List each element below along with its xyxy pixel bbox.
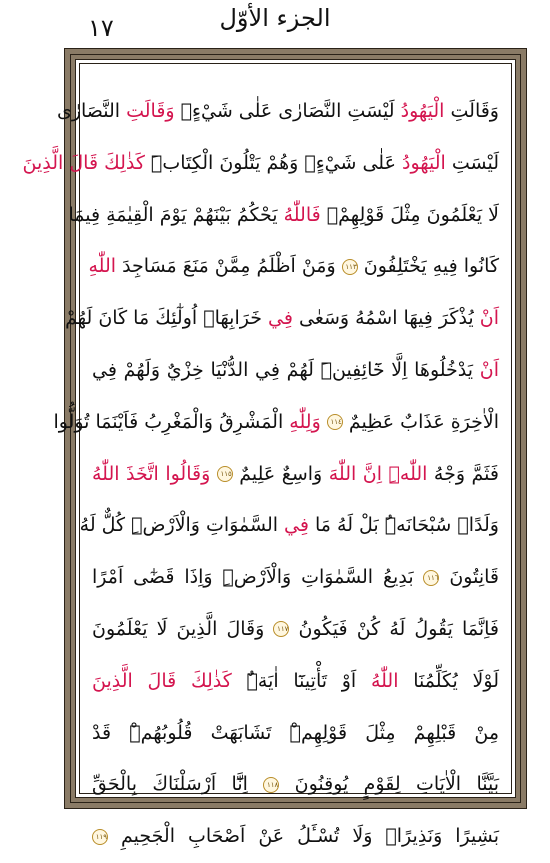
verse-text: عَلٰى شَيْءٍۙ وَهُمْ يَتْلُونَ الْكِتَابَۜ — [144, 151, 402, 174]
ayah-number-marker: ١١٣ — [342, 259, 358, 275]
verse-text: لَيْسَتِ — [445, 151, 499, 174]
verse-text: اَوْ تَأْتِينَٓا اٰيَةٌۜ — [231, 669, 371, 692]
verse-text: وَقَالَتِ — [444, 100, 499, 122]
quran-text — [22, 86, 500, 848]
ayah-number-marker: ١١٩ — [92, 829, 108, 845]
verse-text: الْاٰخِرَةِ عَذَابٌ عَظِيمٌ — [342, 410, 499, 433]
highlighted-word: الْيَهُودُ — [400, 100, 445, 122]
verse-text: يَحْكُمُ بَيْنَهُمْ يَوْمَ الْقِيٰمَةِ فِيمَا — [68, 203, 284, 226]
text-line — [88, 241, 499, 293]
highlighted-word: اللّٰهُ — [370, 669, 399, 692]
text-line — [92, 811, 499, 863]
text-line — [56, 86, 499, 138]
verse-text: فَثَمَّ وَجْهُ — [427, 462, 499, 485]
verse-text: النَّصَارٰى — [56, 100, 127, 122]
verse-text — [210, 463, 217, 485]
highlighted-word: فِي — [268, 307, 293, 330]
highlighted-word: اَنْ — [479, 358, 499, 381]
page-number: ١٧ — [88, 14, 114, 42]
text-line — [65, 293, 499, 345]
highlighted-word: الْيَهُودُ — [401, 151, 446, 174]
verse-text: وَقَالَ الَّذِينَ لَا يَعْلَمُونَ — [92, 617, 274, 640]
verse-text: يَدْخُلُوهَا اِلَّا خَٓائِفِينَۜ لَهُمْ فِي الدُّنْيَا خِزْيٌ وَلَهُمْ فِي — [92, 358, 480, 381]
ayah-number-marker: ١١٦ — [423, 570, 439, 586]
text-line — [79, 500, 499, 552]
highlighted-word: كَذٰلِكَ قَالَ الَّذِينَ — [22, 151, 145, 174]
highlighted-word: وَقَالَتِ — [126, 100, 175, 122]
verse-text: لَيْسَتِ النَّصَارٰى عَلٰى شَيْءٍۖ — [174, 100, 401, 122]
verse-text: الْمَشْرِقُ وَالْمَغْرِبُ فَاَيْنَمَا تُوَلُّوا — [53, 410, 290, 433]
verse-text: السَّمٰوَاتِ وَالْاَرْضِۜ كُلٌّ لَهُ — [79, 514, 285, 537]
ayah-number-marker: ١١٥ — [217, 466, 233, 482]
verse-text: وَمَنْ اَظْلَمُ مِمَّنْ مَنَعَ مَسَاجِدَ — [116, 255, 342, 278]
verse-text: قَانِتُونَ — [439, 566, 500, 589]
page-frame — [22, 48, 527, 848]
highlighted-word: اللّٰهِ — [88, 255, 117, 278]
page-header — [0, 0, 550, 48]
text-line — [53, 397, 499, 449]
verse-text: خَرَابِهَاۜ اُولٰٓئِكَ مَا كَانَ لَهُمْ — [65, 307, 269, 330]
verse-text: لَوْلَا يُكَلِّمُنَا — [398, 669, 499, 692]
verse-text: اِنَّٓا اَرْسَلْنَاكَ بِالْحَقِّ — [92, 773, 264, 796]
text-line — [92, 656, 499, 708]
verse-text: وَلَدًاۙ سُبْحَانَهُۜ بَلْ لَهُ مَا — [308, 514, 499, 537]
verse-text: بَدِيعُ السَّمٰوَاتِ وَالْاَرْضِۜ وَاِذَا قَضٰٓى اَمْرًا — [92, 566, 424, 589]
text-line — [92, 604, 499, 656]
highlighted-word: اللّٰهِۜ اِنَّ اللّٰهَ — [328, 462, 428, 485]
text-line — [92, 552, 499, 604]
highlighted-word: وَلِلّٰهِ — [289, 410, 321, 433]
highlighted-word: فَاللّٰهُ — [283, 203, 321, 226]
highlighted-word: كَذٰلِكَ قَالَ الَّذِينَ — [92, 669, 232, 692]
ayah-number-marker: ١١٧ — [273, 621, 289, 637]
text-line — [92, 449, 499, 501]
verse-text: مِنْ قَبْلِهِمْ مِثْلَ قَوْلِهِمْۜ تَشَابَهَتْ قُلُوبُهُمْۜ قَدْ — [92, 721, 499, 744]
text-line — [22, 138, 499, 190]
highlighted-word: فِي — [284, 514, 309, 537]
verse-text: بَيَّنَّا الْاٰيَاتِ لِقَوْمٍ يُوقِنُونَ — [279, 773, 499, 796]
text-line — [92, 345, 499, 397]
text-line — [68, 190, 499, 242]
text-area — [22, 59, 516, 848]
verse-text: كَانُوا فِيهِ يَخْتَلِفُونَ — [357, 255, 499, 278]
verse-text: فَاِنَّمَا يَقُولُ لَهُ كُنْ فَيَكُونُ — [289, 617, 499, 640]
ayah-number-marker: ١١٨ — [263, 777, 279, 793]
text-line — [92, 708, 499, 760]
verse-text — [321, 411, 327, 433]
highlighted-word: اَنْ — [479, 307, 499, 330]
verse-text: بَشِيرًا وَنَذِيرًاۙ وَلَا تُسْـَٔلُ عَنْ اَصْحَابِ الْجَحِيمِ — [108, 825, 499, 848]
ayah-number-marker: ١١٤ — [327, 414, 343, 430]
verse-text: وَاسِعٌ عَلِيمٌ — [232, 462, 329, 485]
juz-title: الجزء الأوّل — [219, 4, 331, 32]
verse-text: لَا يَعْلَمُونَ مِثْلَ قَوْلِهِمْۚ — [320, 203, 499, 226]
text-line — [92, 759, 499, 811]
highlighted-word: وَقَالُوا اتَّخَذَ اللّٰهُ — [92, 462, 211, 485]
verse-text: يُذْكَرَ فِيهَا اسْمُهُ وَسَعٰى — [292, 307, 480, 330]
